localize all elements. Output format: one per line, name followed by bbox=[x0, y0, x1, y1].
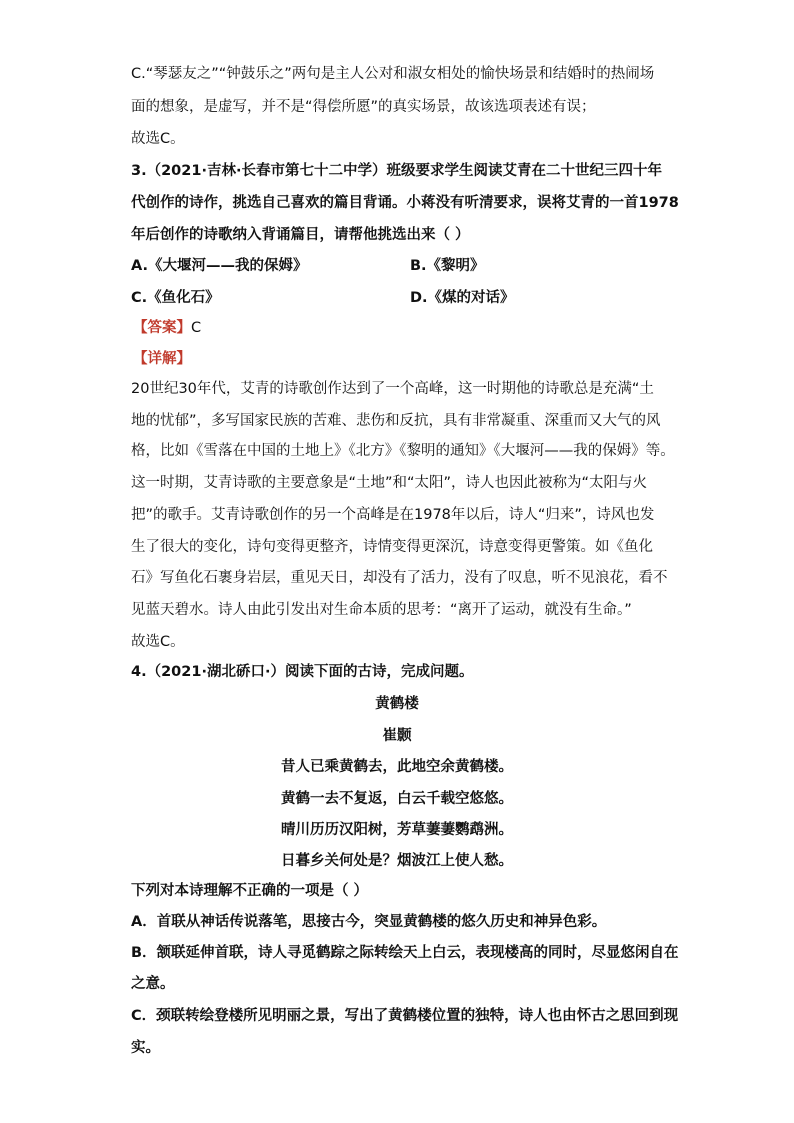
option-b: B.《黎明》 bbox=[410, 258, 485, 274]
poem-line: 昔人已乘黄鹤去，此地空余黄鹤楼。 bbox=[281, 759, 513, 775]
answer-tag: 【答案】 bbox=[133, 320, 191, 336]
question-3-stem: 代创作的诗作，挑选自己喜欢的篇目背诵。小蒋没有听清要求，误将艾青的一首1978 bbox=[131, 195, 679, 211]
detail-text: 把”的歌手。艾青诗歌创作的另一个高峰是在1978年以后，诗人“归来”，诗风也发 bbox=[131, 507, 655, 523]
answer-value: C bbox=[191, 320, 202, 336]
option-a: A.《大堰河——我的保姆》 bbox=[131, 258, 308, 274]
answer-line bbox=[133, 318, 673, 338]
detail-text: 生了很大的变化，诗句变得更整齐，诗情变得更深沉，诗意变得更警策。如《鱼化 bbox=[131, 539, 653, 555]
option-b: B．颔联延伸首联，诗人寻觅鹤踪之际转绘天上白云，表现楼高的同时，尽显悠闲自在 bbox=[131, 945, 679, 961]
option-c: C.《鱼化石》 bbox=[131, 290, 220, 306]
question-3-stem: 3.（2021·吉林·长春市第七十二中学）班级要求学生阅读艾青在二十世纪三四十年 bbox=[131, 163, 662, 179]
detail-tag: 【详解】 bbox=[133, 351, 191, 367]
detail-text: 格，比如《雪落在中国的土地上》《北方》《黎明的通知》《大堰河——我的保姆》等。 bbox=[131, 443, 675, 459]
detail-text: 故选C。 bbox=[131, 634, 185, 650]
option-c-cont: 实。 bbox=[131, 1040, 160, 1056]
question-3-stem: 年后创作的诗歌纳入背诵篇目，请帮他挑选出来（ ） bbox=[131, 227, 470, 243]
poem-title: 黄鹤楼 bbox=[375, 696, 419, 712]
option-a: A．首联从神话传说落笔，思接古今，突显黄鹤楼的悠久历史和神异色彩。 bbox=[131, 914, 607, 930]
detail-text: 地的忧郁”，多写国家民族的苦难、悲伤和反抗，具有非常凝重、深重而又大气的风 bbox=[131, 413, 661, 429]
text-line: C.“琴瑟友之”“钟鼓乐之”两句是主人公对和淑女相处的愉快场景和结婚时的热闹场 bbox=[131, 66, 655, 82]
detail-text: 20世纪30年代，艾青的诗歌创作达到了一个高峰，这一时期他的诗歌总是充满“土 bbox=[131, 381, 654, 397]
option-c: C．颈联转绘登楼所见明丽之景，写出了黄鹤楼位置的独特，诗人也由怀古之思回到现 bbox=[131, 1008, 679, 1024]
question-4-ask: 下列对本诗理解不正确的一项是（ ） bbox=[131, 883, 369, 899]
option-d: D.《煤的对话》 bbox=[410, 290, 515, 306]
detail-text: 这一时期，艾青诗歌的主要意象是“土地”和“太阳”，诗人也因此被称为“太阳与火 bbox=[131, 475, 648, 491]
detail-line bbox=[133, 349, 673, 369]
poem-line: 晴川历历汉阳树，芳草萋萋鹦鹉洲。 bbox=[281, 822, 513, 838]
text-line: 故选C。 bbox=[131, 131, 185, 147]
poem-line: 日暮乡关何处是？烟波江上使人愁。 bbox=[281, 853, 513, 869]
option-b-cont: 之意。 bbox=[131, 976, 175, 992]
detail-text: 石》写鱼化石裹身岩层，重见天日，却没有了活力，没有了叹息，听不见浪花，看不 bbox=[131, 570, 668, 586]
poem-author: 崔颢 bbox=[382, 728, 412, 744]
text-line: 面的想象，是虚写，并不是“得偿所愿”的真实场景，故该选项表述有误； bbox=[131, 99, 596, 115]
detail-text: 见蓝天碧水。诗人由此引发出对生命本质的思考：“离开了运动，就没有生命。” bbox=[131, 602, 632, 618]
poem-line: 黄鹤一去不复返，白云千载空悠悠。 bbox=[281, 791, 513, 807]
question-4-stem: 4.（2021·湖北硚口·）阅读下面的古诗，完成问题。 bbox=[131, 664, 474, 680]
